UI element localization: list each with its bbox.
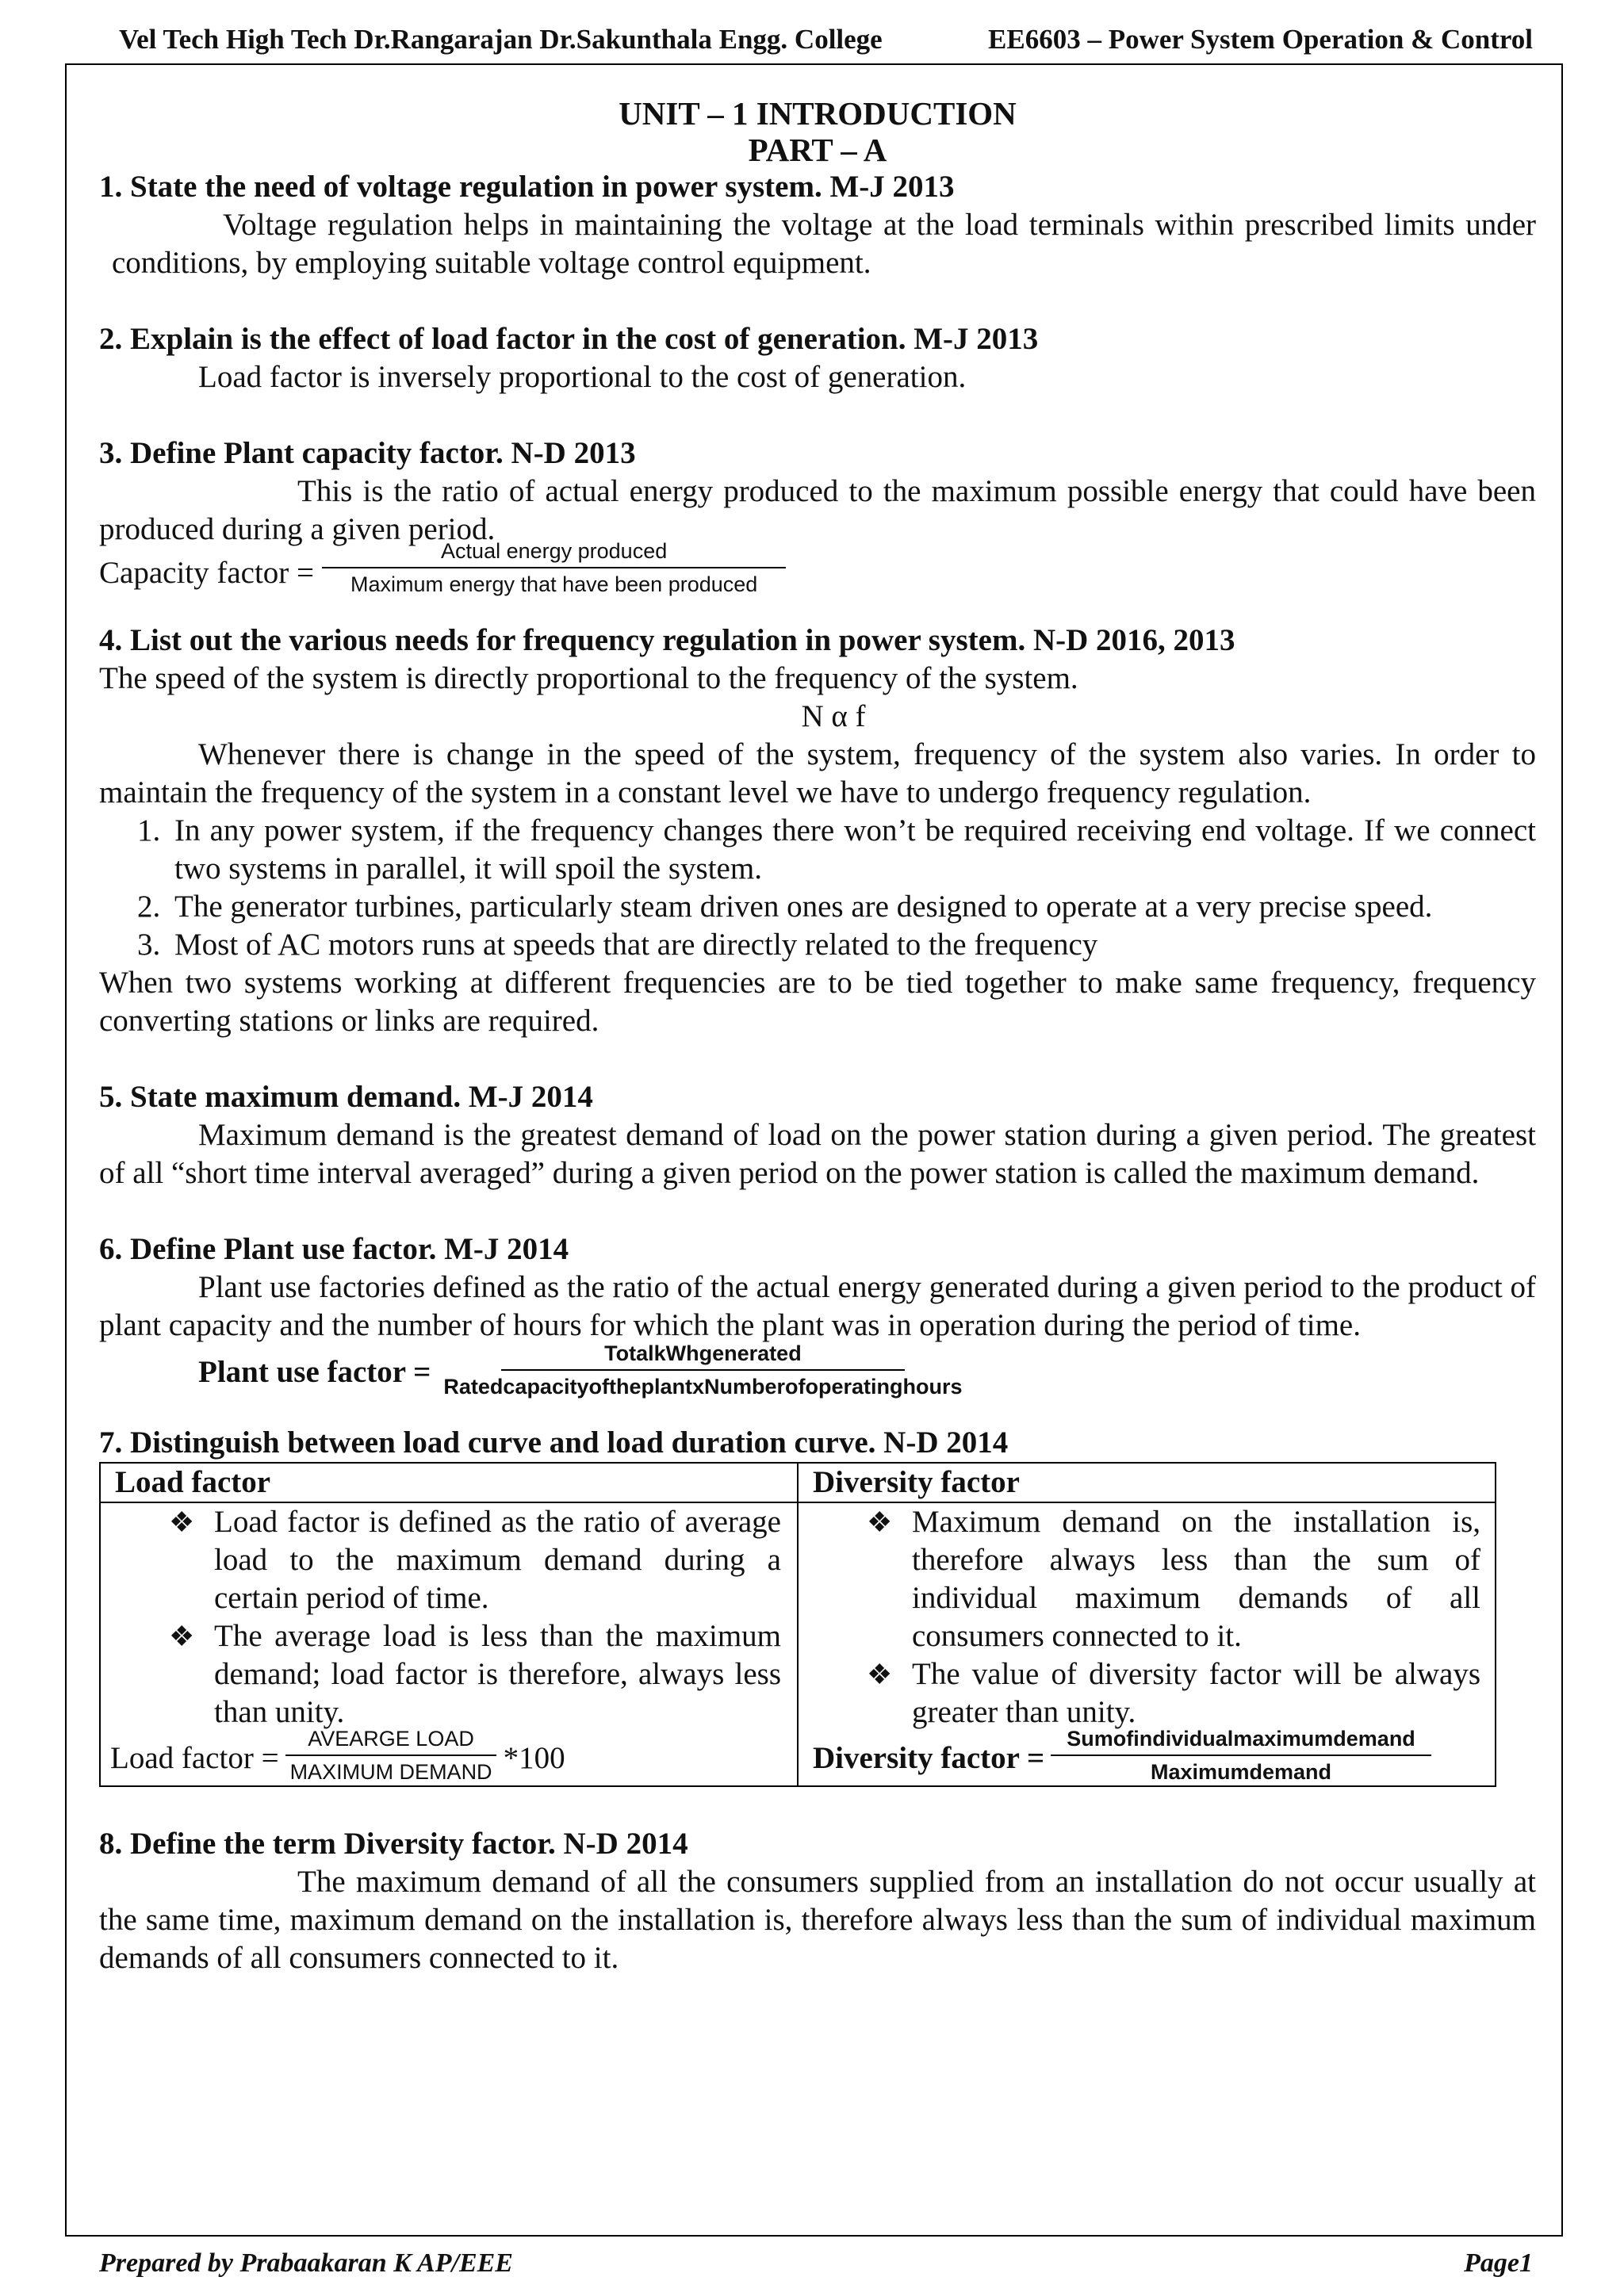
footer-page-number: Page1 [1464,2248,1533,2278]
answer-4-paragraph: Whenever there is change in the speed of the system, frequency of the system also varies. In order to maintain the frequency of the system in a constant level we have to undergo frequency regulation. [99,737,1536,809]
plant-use-factor-label: Plant use factor = [198,1355,431,1389]
question-3: 3. Define Plant capacity factor. N-D 2013 [99,436,636,470]
page-content [99,95,1536,1977]
table-cell-load-factor [100,1502,798,1786]
plant-use-factor-formula [198,1341,1536,1400]
list-item [115,1617,781,1732]
load-factor-multiplier: *100 [503,1741,565,1775]
question-5: 5. State maximum demand. M-J 2014 [99,1080,593,1114]
bullet-text: The average load is less than the maximum demand; load factor is therefore, always less than unity. [214,1619,781,1729]
speed-frequency-relation: N α f [801,699,866,733]
list-number: 1. [137,813,161,848]
list-item [137,926,1536,964]
list-item [115,1503,781,1617]
fraction-numerator: TotalkWhgenerated [501,1340,905,1371]
table-header-row [100,1463,1496,1502]
question-2: 2. Explain is the effect of load factor in the cost of generation. M-J 2013 [99,322,1039,356]
header-college-name: Vel Tech High Tech Dr.Rangarajan Dr.Sakunthala Engg. College [119,24,883,55]
list-number: 3. [137,928,161,962]
table-header-load-factor: Load factor [100,1463,798,1502]
question-7: 7. Distinguish between load curve and load duration curve. N-D 2014 [99,1425,1009,1460]
footer-author: Prepared by Prabaakaran K AP/EEE [99,2248,513,2278]
diversity-factor-fraction [1051,1725,1431,1785]
list-number: 2. [137,890,161,924]
diamond-bullet-icon: ❖ [169,1506,195,1538]
list-text: The generator turbines, particularly steam driven ones are designed to operate at a very precise speed. [174,890,1433,924]
answer-8: The maximum demand of all the consumers supplied from an installation do not occur usually at the same time, maximum demand on the installation is, therefore always less than the sum of individual maximum demands of all consumers connected to it. [99,1865,1536,1975]
question-1: 1. State the need of voltage regulation in power system. M-J 2013 [99,170,955,204]
fraction-denominator: MAXIMUM DEMAND [289,1760,492,1784]
header-course-title: EE6603 – Power System Operation & Control [988,24,1533,55]
list-item [813,1503,1480,1655]
table-header-diversity-factor: Diversity factor [798,1463,1496,1502]
answer-3: This is the ratio of actual energy produced to the maximum possible energy that could have been produced during a given period. [99,474,1536,546]
capacity-factor-fraction [322,538,786,598]
bullet-text: Maximum demand on the installation is, therefore always less than the sum of individual maximum demands of all consumers connected to it. [912,1505,1480,1653]
diversity-factor-formula [813,1727,1480,1785]
answer-4-intro: The speed of the system is directly proportional to the frequency of the system. [99,661,1078,695]
question-4: 4. List out the various needs for frequency regulation in power system. N-D 2016, 2013 [99,623,1235,657]
fraction-numerator: Actual energy produced [322,538,786,568]
capacity-factor-label: Capacity factor = [99,556,315,590]
bullet-text: Load factor is defined as the ratio of average load to the maximum demand during a certain period of time. [214,1505,781,1615]
load-factor-label: Load factor = [110,1741,279,1775]
plant-use-factor-fraction [439,1340,967,1400]
part-title: PART – A [748,132,887,168]
load-factor-fraction [285,1725,497,1785]
list-text: Most of AC motors runs at speeds that are directly related to the frequency [174,928,1098,962]
fraction-denominator: Maximumdemand [1150,1760,1332,1784]
fraction-denominator: RatedcapacityoftheplantxNumberofoperatinghours [443,1375,963,1399]
question-8: 8. Define the term Diversity factor. N-D 2014 [99,1827,688,1861]
answer-4-outro: When two systems working at different frequencies are to be tied together to make same frequency, frequency converting stations or links are required. [99,966,1536,1038]
list-item [137,888,1536,926]
load-factor-formula [110,1727,781,1785]
list-item [813,1655,1480,1732]
frequency-needs-list [137,812,1536,964]
unit-title: UNIT – 1 INTRODUCTION [619,95,1017,132]
answer-1 [112,206,1536,282]
diamond-bullet-icon: ❖ [867,1506,893,1538]
table-row [100,1502,1496,1786]
comparison-table [99,1462,1496,1787]
answer-5: Maximum demand is the greatest demand of load on the power station during a given period. The greatest of all “short time interval averaged” during a given period on the power station is called the maximum demand. [99,1118,1536,1190]
fraction-numerator: AVEARGE LOAD [285,1725,496,1756]
fraction-numerator: Sumofindividualmaximumdemand [1051,1725,1431,1756]
bullet-text: The value of diversity factor will be always greater than unity. [912,1657,1480,1729]
capacity-factor-formula [99,539,1536,598]
diamond-bullet-icon: ❖ [867,1659,893,1690]
diamond-bullet-icon: ❖ [169,1621,195,1652]
answer-6: Plant use factories defined as the ratio of the actual energy generated during a given period to the product of plant capacity and the number of hours for which the plant was in operation during the period of time. [99,1270,1536,1342]
diversity-factor-label: Diversity factor = [813,1741,1045,1775]
list-text: In any power system, if the frequency changes there won’t be required receiving end voltage. If we connect two systems in parallel, it will spoil the system. [174,813,1536,886]
fraction-denominator: Maximum energy that have been produced [350,572,758,596]
list-item [137,812,1536,888]
answer-2: Load factor is inversely proportional to the cost of generation. [198,360,967,394]
table-cell-diversity-factor [798,1502,1496,1786]
answer-1-text: Voltage regulation helps in maintaining the voltage at the load terminals within prescribed limits under conditions, by employing suitable voltage control equipment. [112,208,1536,280]
question-6: 6. Define Plant use factor. M-J 2014 [99,1232,569,1266]
